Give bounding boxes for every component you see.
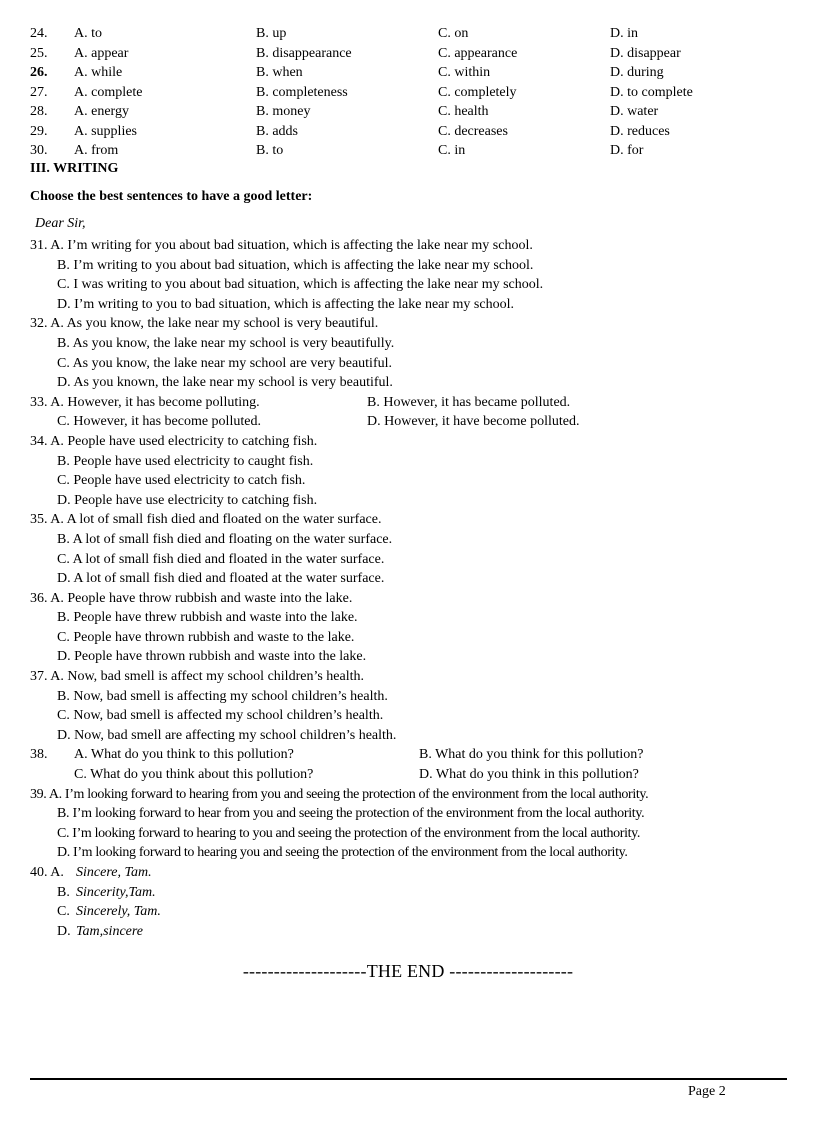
option-text: D. As you known, the lake near my school is very beautiful. [57,375,393,391]
mcq-row [30,24,790,44]
question-35-d [30,569,790,589]
question-40-b [30,883,790,903]
option-text: B. I’m looking forward to hear from you and seeing the protection of the environment from the local authority. [57,806,645,822]
option-b: B. adds [256,123,298,139]
mcq-row [30,122,790,142]
option-text: B. A lot of small fish died and floating on the water surface. [57,531,393,547]
question-37-d [30,726,790,746]
mcq-row [30,102,790,122]
question-33-cd [30,412,790,432]
option-a-text: A. What do you think to this pollution? [74,747,294,763]
option-b-text: B. What do you think for this pollution? [419,747,644,763]
option-d: D. water [610,104,659,119]
question-40-c [30,902,790,922]
question-40-d [30,922,790,942]
option-text: 39. A. I’m looking forward to hearing from you and seeing the protection of the environment from the local authority. [30,786,649,802]
option-text: C. A lot of small fish died and floated in the water surface. [57,551,385,567]
option-c-text: C. What do you think about this pollution? [74,767,314,783]
question-34-a [30,432,790,452]
option-text: C. People have thrown rubbish and waste to the lake. [57,629,355,645]
option-text: D. I’m writing to you to bad situation, which is affecting the lake near my school. [57,296,514,312]
option-c: C. on [438,26,469,41]
option-b: B. to [256,143,284,158]
option-text: B. As you know, the lake near my school is very beautifully. [57,335,395,351]
option-text: 31. A. I’m writing for you about bad situation, which is affecting the lake near my school. [30,238,533,253]
option-text: D. I’m looking forward to hearing you and seeing the protection of the environment from the local authority. [57,845,628,861]
option-a: A. to [74,26,102,41]
question-39-a [30,785,790,805]
question-number: 40. A. [30,865,64,880]
option-c: C. completely [438,84,517,100]
mcq-row [30,63,790,83]
section-title: III. WRITING [30,161,119,176]
option-a: A. appear [74,45,129,61]
question-37-a [30,667,790,687]
option-a: A. complete [74,84,143,100]
question-number: 28. [30,104,48,119]
option-text: 37. A. Now, bad smell is affect my school children’s health. [30,669,364,685]
option-text: C. As you know, the lake near my school are very beautiful. [57,355,393,371]
option-label: B. [57,884,70,900]
option-c: C. appearance [438,45,518,61]
question-32-c [30,354,790,374]
option-a: A. supplies [74,123,137,139]
question-38-ab [30,745,790,765]
option-b: B. when [256,65,303,80]
question-number: 29. [30,123,48,139]
option-a: A. from [74,143,119,158]
question-31-c [30,275,790,295]
question-31-d [30,295,790,315]
mcq-row [30,44,790,64]
question-31-a [30,236,790,256]
option-text: 36. A. People have throw rubbish and waste into the lake. [30,590,353,606]
option-d-text: Tam,sincere [76,923,144,939]
option-text: D. People have thrown rubbish and waste into the lake. [57,649,367,665]
option-text: 32. A. As you know, the lake near my school is very beautiful. [30,316,379,332]
question-31-b [30,256,790,276]
option-text: B. People have threw rubbish and waste into the lake. [57,610,358,626]
question-32-a [30,314,790,334]
option-label: C. [57,904,70,920]
question-36-b [30,608,790,628]
option-a: A. while [74,65,123,80]
option-c-text: C. However, it has become polluted. [57,414,261,430]
option-d: D. disappear [610,45,681,61]
option-d: D. in [610,26,638,41]
question-number: 26. [30,65,48,80]
question-32-d [30,373,790,393]
option-a-text: Sincere, Tam. [76,865,152,880]
question-38-cd [30,765,790,785]
instruction-text: Choose the best sentences to have a good letter: [30,189,313,204]
option-text: C. Now, bad smell is affected my school children’s health. [57,708,384,724]
option-d: D. to complete [610,84,693,100]
mcq-row [30,141,790,161]
question-39-b [30,804,790,824]
question-35-a [30,510,790,530]
question-number: 38. [30,747,48,763]
option-c: C. health [438,104,489,119]
question-number: 27. [30,84,48,100]
question-34-b [30,452,790,472]
option-b: B. up [256,26,287,41]
question-39-c [30,824,790,844]
the-end-banner: --------------------THE END -------------------- [242,961,574,981]
option-c-text: Sincerely, Tam. [76,904,161,920]
option-text: D. A lot of small fish died and floated at the water surface. [57,571,385,587]
question-32-b [30,334,790,354]
page-number: Page 2 [688,1084,726,1099]
option-c: C. decreases [438,123,508,139]
option-b: B. disappearance [256,45,352,61]
option-b: B. completeness [256,84,348,100]
option-d-text: D. However, it have become polluted. [367,414,580,430]
option-d: D. for [610,143,644,158]
question-number: 25. [30,45,48,61]
option-b-text: B. However, it has became polluted. [367,394,571,410]
writing-questions [30,236,790,941]
option-text: B. People have used electricity to caught fish. [57,453,314,469]
option-a: A. energy [74,104,129,119]
option-text: B. Now, bad smell is affecting my school children’s health. [57,688,388,704]
question-36-d [30,647,790,667]
mcq-row [30,83,790,103]
option-text: B. I’m writing to you about bad situation, which is affecting the lake near my school. [57,257,534,273]
question-37-c [30,706,790,726]
option-text: D. Now, bad smell are affecting my school children’s health. [57,727,397,743]
multiple-choice-grid [30,24,790,161]
option-b-text: Sincerity,Tam. [76,884,156,900]
option-d: D. during [610,65,664,80]
option-d-text: D. What do you think in this pollution? [419,767,639,783]
question-39-d [30,843,790,863]
option-text: C. I was writing to you about bad situation, which is affecting the lake near my school. [57,277,544,293]
question-37-b [30,687,790,707]
footer-divider [30,1078,787,1080]
letter-salutation: Dear Sir, [35,216,86,231]
question-35-c [30,550,790,570]
question-number: 30. [30,143,48,158]
question-35-b [30,530,790,550]
option-label: D. [57,923,71,939]
option-a-text: 33. A. However, it has become polluting. [30,394,260,410]
question-34-c [30,471,790,491]
question-36-c [30,628,790,648]
question-33-ab [30,393,790,413]
option-text: 34. A. People have used electricity to catching fish. [30,433,318,449]
option-d: D. reduces [610,123,670,139]
option-text: D. People have use electricity to catching fish. [57,492,318,508]
question-34-d [30,491,790,511]
option-c: C. in [438,143,466,158]
question-36-a [30,589,790,609]
option-text: 35. A. A lot of small fish died and floated on the water surface. [30,512,382,528]
option-c: C. within [438,65,491,80]
question-number: 24. [30,26,48,41]
question-40-a [30,863,790,883]
option-text: C. People have used electricity to catch fish. [57,473,306,489]
option-text: C. I’m looking forward to hearing to you and seeing the protection of the environment from the local authority. [57,825,641,841]
option-b: B. money [256,104,311,119]
